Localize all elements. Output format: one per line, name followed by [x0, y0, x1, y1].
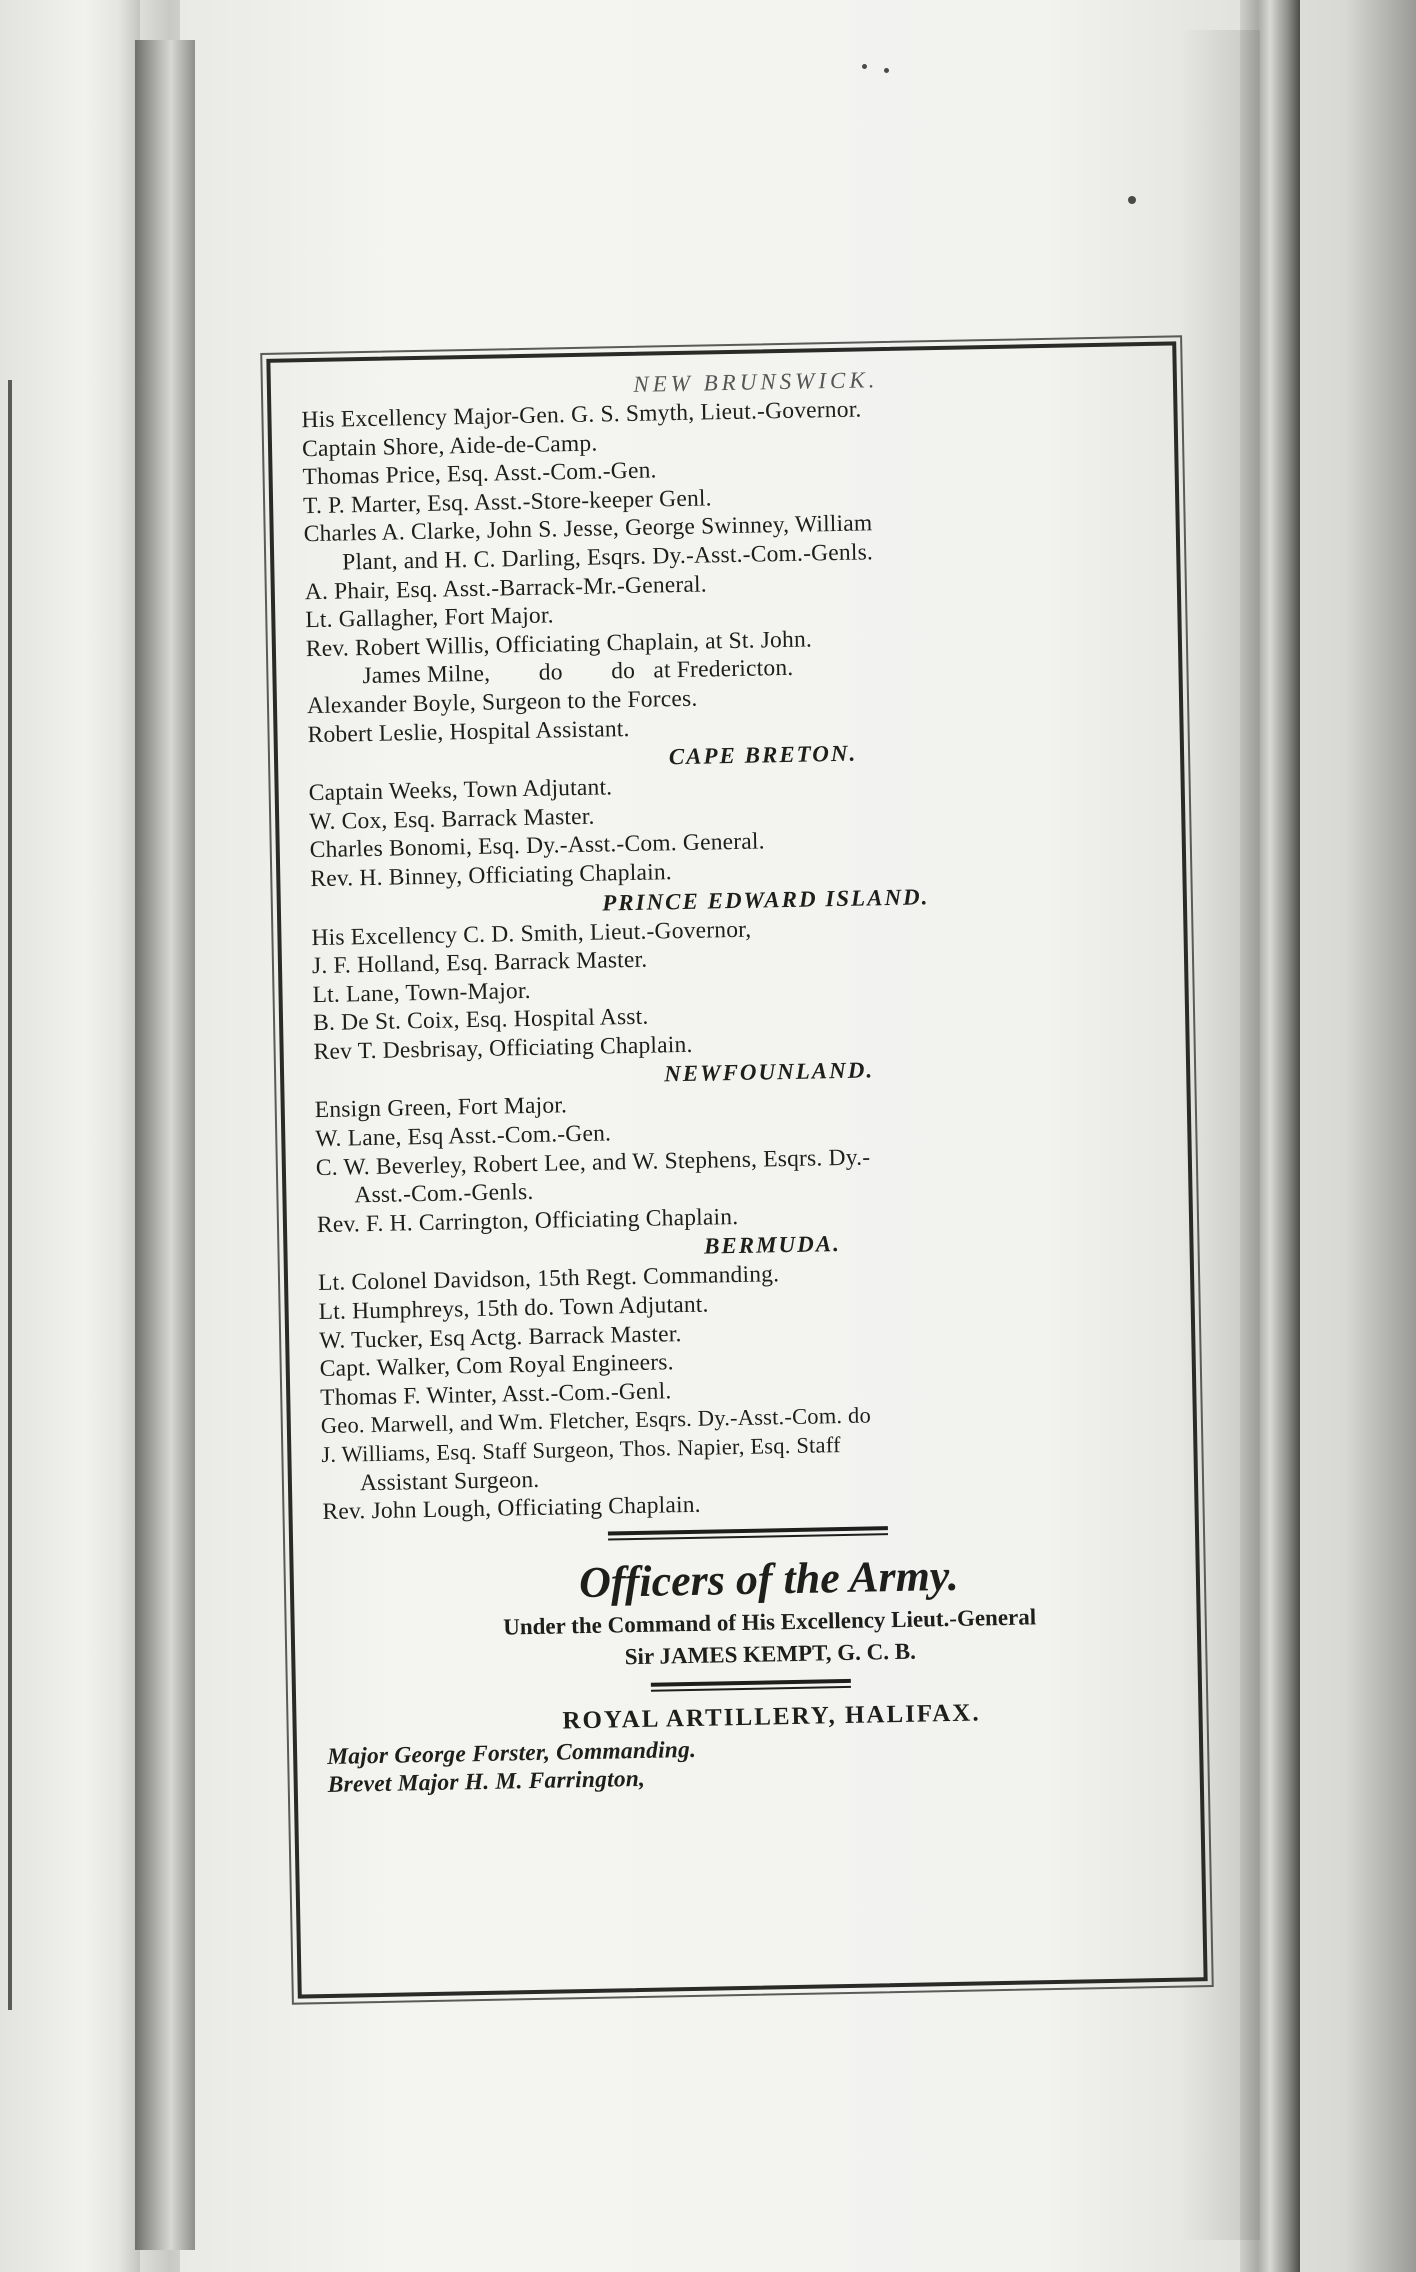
text-line: B. De St. Coix, Esq. Hospital Asst.	[312, 1003, 649, 1037]
text-line: W. Lane, Esq Asst.-Com.-Gen.	[315, 1120, 612, 1153]
text-line: Capt. Walker, Com Royal Engineers.	[319, 1349, 674, 1383]
text-line: Thomas Price, Esq. Asst.-Com.-Gen.	[302, 457, 657, 491]
ink-spot	[862, 64, 867, 69]
facing-page-rule	[8, 380, 12, 2010]
text-line: T. P. Marter, Esq. Asst.-Store-keeper Genl.	[302, 485, 712, 519]
text-line: J. F. Holland, Esq. Barrack Master.	[311, 946, 648, 980]
text-line: Rev. F. H. Carrington, Officiating Chaplain.	[316, 1203, 739, 1238]
text-line: Captain Weeks, Town Adjutant.	[308, 774, 613, 807]
text-line: Robert Leslie, Hospital Assistant.	[307, 715, 630, 748]
officers-commander: Sir JAMES KEMPT, G. C. B.	[624, 1638, 917, 1670]
officers-subtitle: Under the Command of His Excellency Lieut.-General	[502, 1604, 1037, 1640]
ink-spot	[1128, 196, 1136, 204]
text-line: Rev. H. Binney, Officiating Chaplain.	[310, 859, 673, 893]
text-line: Geo. Marwell, and Wm. Fletcher, Esqrs. Dy.-Asst.-Com. do	[320, 1402, 872, 1439]
section-heading-bermuda: BERMUDA.	[703, 1231, 842, 1260]
text-line: Rev T. Desbrisay, Officiating Chaplain.	[313, 1031, 693, 1065]
text-line: Lt. Humphreys, 15th do. Town Adjutant.	[318, 1291, 709, 1326]
double-rule-divider	[651, 1679, 851, 1693]
text-line: His Excellency Major-Gen. G. S. Smyth, Lieut.-Governor.	[301, 396, 862, 434]
text-line: W. Tucker, Esq Actg. Barrack Master.	[318, 1320, 682, 1354]
book-gutter	[135, 40, 195, 2250]
text-line: Brevet Major H. M. Farrington,	[327, 1766, 646, 1799]
text-line: Assistant Surgeon.	[359, 1466, 540, 1496]
text-line: Asst.-Com.-Genls.	[354, 1179, 534, 1209]
text-line: James Milne, do do at Fredericton.	[362, 655, 794, 690]
section-heading-cape-breton: CAPE BRETON.	[668, 740, 858, 770]
officers-title: Officers of the Army.	[578, 1550, 960, 1607]
text-line: Ensign Green, Fort Major.	[314, 1092, 568, 1124]
ink-spot	[884, 68, 889, 73]
text-line: Major George Forster, Commanding.	[326, 1736, 697, 1770]
text-line: C. W. Beverley, Robert Lee, and W. Stephens, Esqrs. Dy.-	[315, 1144, 871, 1181]
printed-text-panel	[266, 341, 1207, 1998]
text-line: Charles Bonomi, Esq. Dy.-Asst.-Com. General.	[309, 828, 765, 864]
facing-page	[0, 0, 140, 2272]
section-heading-prince-edward-island: PRINCE EDWARD ISLAND.	[601, 883, 930, 916]
section-heading-new-brunswick: NEW BRUNSWICK.	[633, 367, 879, 397]
section-heading-royal-artillery: ROYAL ARTILLERY, HALIFAX.	[562, 1699, 981, 1735]
text-line: A. Phair, Esq. Asst.-Barrack-Mr.-General.	[304, 571, 708, 605]
section-heading-newfoundland: NEWFOUNLAND.	[663, 1057, 875, 1087]
text-line: Thomas F. Winter, Asst.-Com.-Genl.	[320, 1378, 672, 1411]
text-line: Lt. Colonel Davidson, 15th Regt. Commanding.	[317, 1261, 780, 1297]
text-line: Lt. Lane, Town-Major.	[312, 977, 531, 1008]
text-line: Rev. Robert Willis, Officiating Chaplain, at St. John.	[305, 626, 813, 662]
text-line: His Excellency C. D. Smith, Lieut.-Governor,	[311, 916, 752, 951]
text-line: Rev. John Lough, Officiating Chaplain.	[322, 1491, 702, 1526]
text-line: J. Williams, Esq. Staff Surgeon, Thos. Napier, Esq. Staff	[321, 1432, 841, 1468]
text-line: W. Cox, Esq. Barrack Master.	[308, 803, 595, 835]
text-line: Plant, and H. C. Darling, Esqrs. Dy.-Asst.-Com.-Genls.	[342, 539, 874, 576]
double-rule-divider	[608, 1526, 888, 1541]
text-line: Lt. Gallagher, Fort Major.	[305, 602, 554, 634]
text-line: Alexander Boyle, Surgeon to the Forces.	[306, 685, 698, 720]
text-line: Captain Shore, Aide-de-Camp.	[301, 430, 598, 462]
text-line: Charles A. Clarke, John S. Jesse, George Swinney, William	[303, 510, 873, 548]
